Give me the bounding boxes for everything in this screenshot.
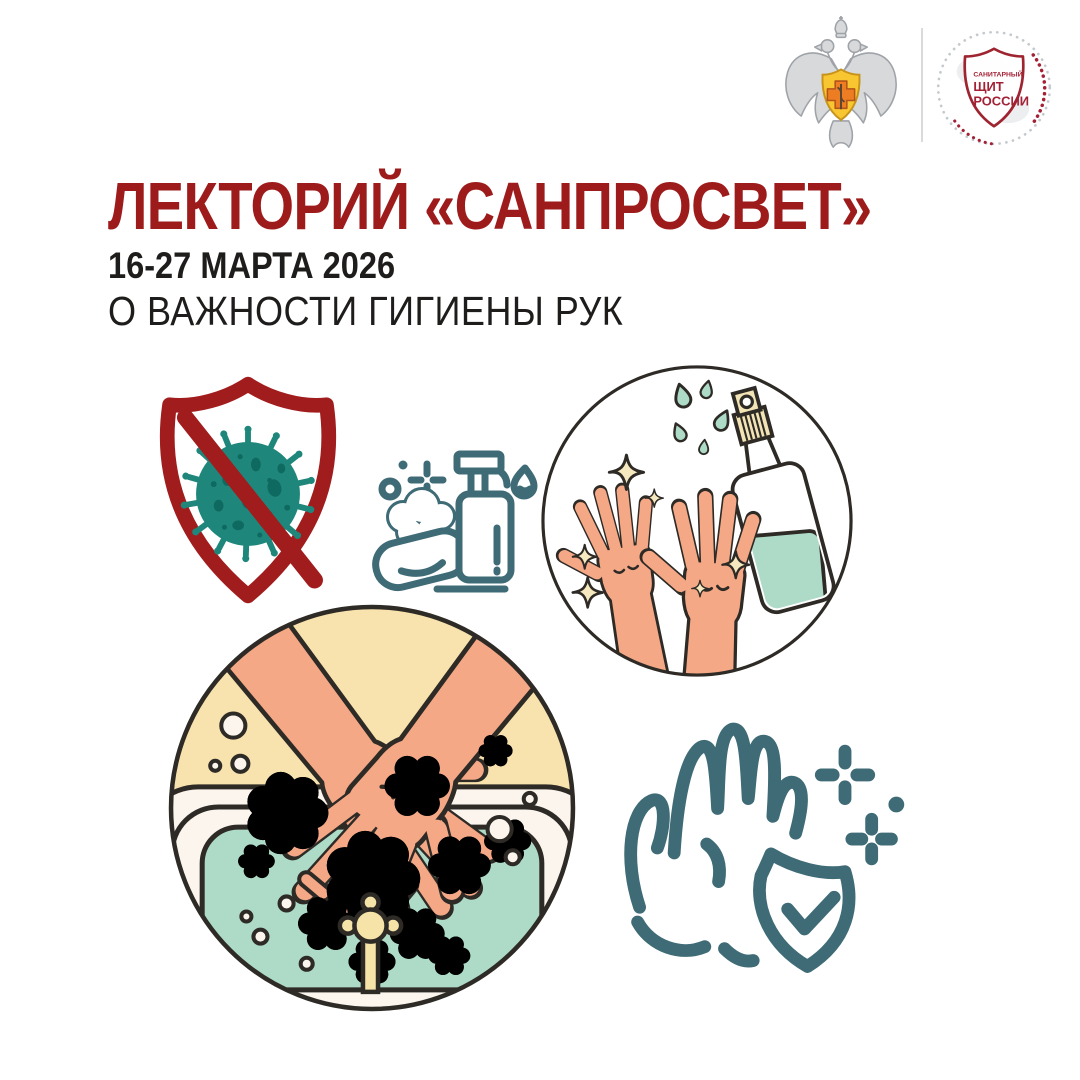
checkmark-icon: [788, 897, 834, 929]
shield-logo-line3: РОССИИ: [973, 93, 1030, 109]
bubble-icon: [382, 481, 398, 497]
sink-front: [142, 990, 602, 1070]
no-virus-shield-illustration: [150, 372, 346, 608]
logo-divider: [921, 28, 923, 142]
poster-subtitle: О ВАЖНОСТИ ГИГИЕНЫ РУК: [108, 288, 624, 334]
shield-logo-line2: ЩИТ: [973, 79, 1004, 95]
soap-and-dispenser-illustration: [365, 432, 543, 602]
shield-logo-line1: САНИТАРНЫЙ: [973, 71, 1023, 79]
clean-hand-shield-illustration: [608, 688, 924, 1004]
sanitary-shield-logo: [932, 26, 1056, 150]
rospotrebnadzor-emblem-icon: [780, 16, 902, 152]
protection-shield-icon: [759, 854, 849, 967]
sparkles: [821, 751, 904, 859]
hand-sanitizing-circle-illustration: [538, 362, 856, 680]
poster-dates: 16-27 МАРТА 2026: [108, 245, 396, 286]
hand-washing-circle-illustration: [166, 602, 578, 1014]
bubble-dot-icon: [399, 461, 408, 470]
poster-title: ЛЕКТОРИЙ «САНПРОСВЕТ»: [108, 169, 872, 244]
hand-outline: [631, 729, 802, 961]
